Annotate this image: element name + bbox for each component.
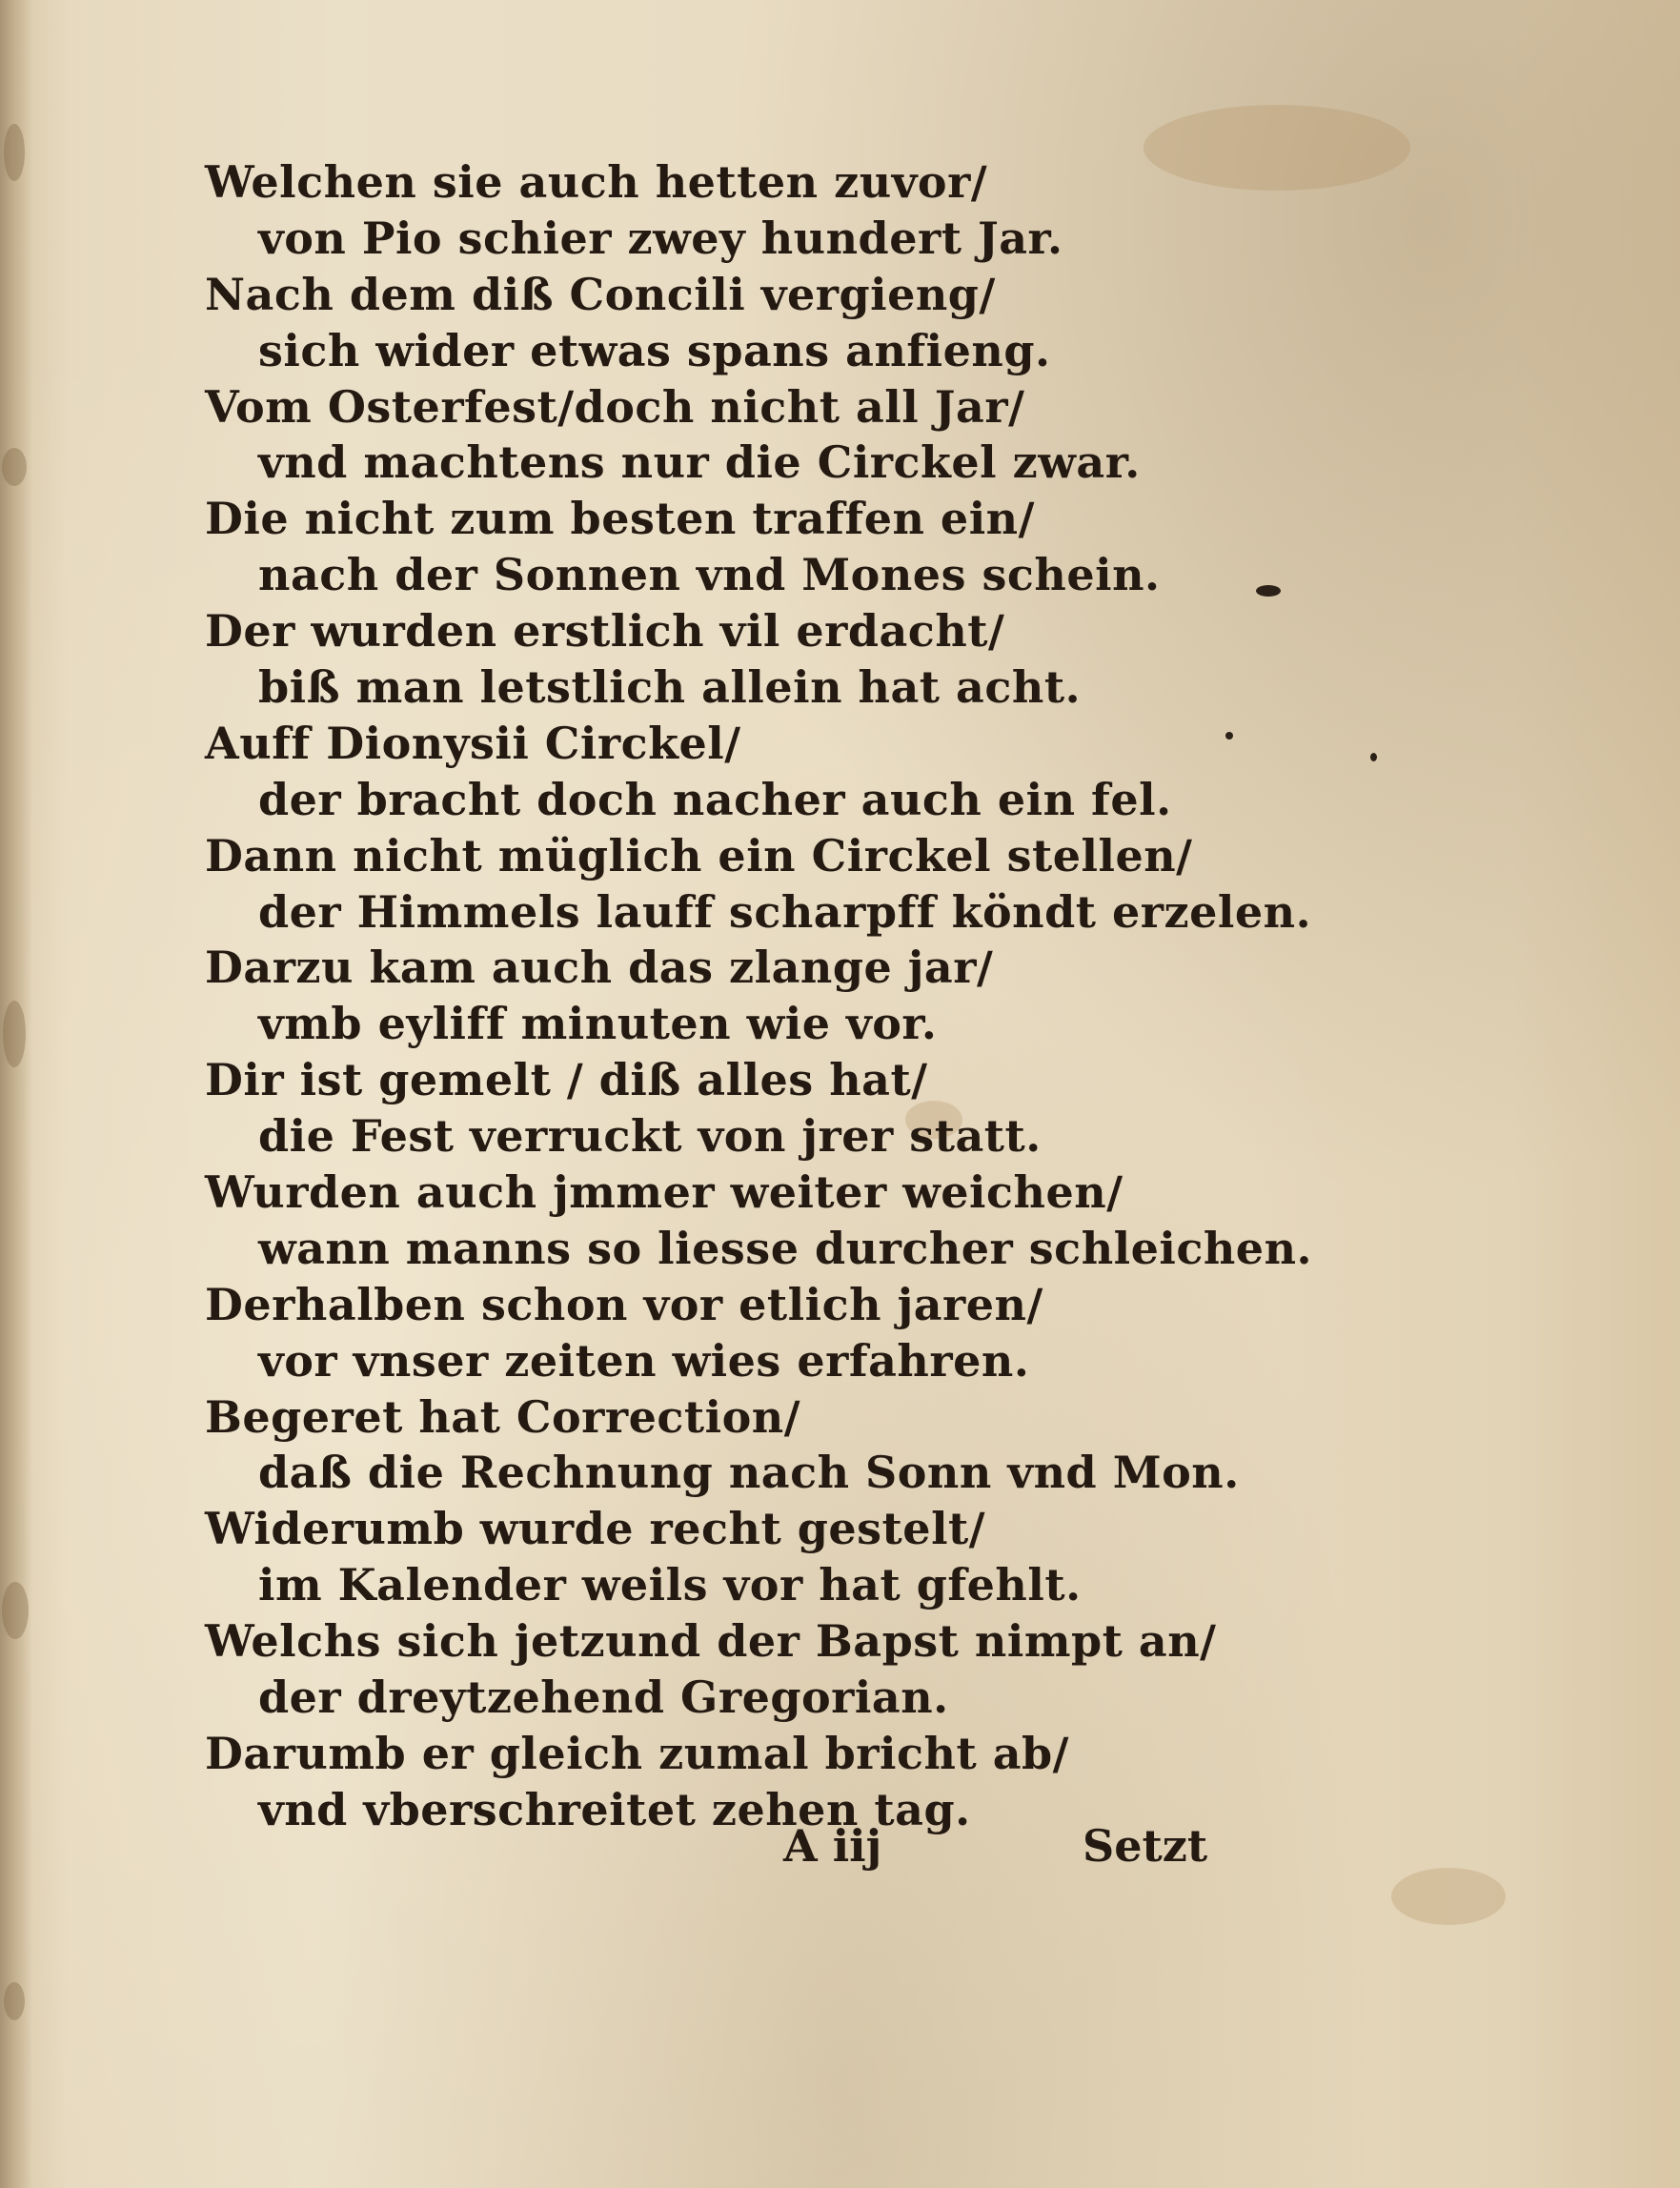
verse-line: wann manns so liesse durcher schleichen. — [258, 1222, 1313, 1274]
edge-stain — [4, 1982, 25, 2020]
verse-line: vnd vberschreitet zehen tag. — [258, 1783, 971, 1835]
edge-stain — [3, 1001, 26, 1067]
ink-blot — [1370, 753, 1377, 761]
verse-line: von Pio schier zwey hundert Jar. — [258, 212, 1063, 264]
edge-stain — [2, 448, 27, 486]
verse-line: nach der Sonnen vnd Mones schein. — [258, 549, 1161, 601]
edge-stain — [2, 1582, 29, 1639]
catchword: Setzt — [1083, 1820, 1208, 1872]
verse-line: Der wurden erstlich vil erdacht/ — [205, 605, 1005, 658]
verse-line: Vom Osterfest/doch nicht all Jar/ — [205, 380, 1025, 433]
page-footer — [0, 1820, 1680, 1887]
verse-line: der Himmels lauff scharpff köndt erzelen. — [258, 885, 1312, 938]
verse-line: vmb eyliff minuten wie vor. — [258, 998, 938, 1050]
verse-line: sich wider etwas spans anfieng. — [258, 324, 1051, 376]
verse-line: im Kalender weils vor hat gfehlt. — [258, 1559, 1082, 1611]
verse-line: Dann nicht müglich ein Circkel stellen/ — [205, 829, 1193, 881]
verse-line: Wurden auch jmmer weiter weichen/ — [205, 1166, 1123, 1219]
verse-line: Begeret hat Correction/ — [205, 1390, 801, 1443]
verse-text — [205, 154, 1312, 1838]
verse-line: Nach dem diß Concili vergieng/ — [205, 268, 996, 320]
verse-line: biß man letstlich allein hat acht. — [258, 661, 1082, 714]
verse-line: Derhalben schon vor etlich jaren/ — [205, 1278, 1043, 1330]
verse-line: vor vnser zeiten wies erfahren. — [258, 1334, 1030, 1387]
verse-line: Welchs sich jetzund der Bapst nimpt an/ — [205, 1615, 1217, 1668]
verse-line: Widerumb wurde recht gestelt/ — [205, 1503, 986, 1555]
verse-line: daß die Rechnung nach Sonn vnd Mon. — [258, 1447, 1240, 1499]
verse-line: vnd machtens nur die Circkel zwar. — [258, 436, 1141, 489]
signature-mark: A iij — [783, 1820, 882, 1872]
verse-line: Dir ist gemelt / diß alles hat/ — [205, 1054, 928, 1106]
verse-line: Die nicht zum besten traffen ein/ — [205, 493, 1035, 545]
verse-line: Auff Dionysii Circkel/ — [205, 717, 741, 769]
verse-line: die Fest verruckt von jrer statt. — [258, 1110, 1042, 1163]
edge-stain — [4, 124, 25, 181]
verse-line: Darzu kam auch das zlange jar/ — [205, 942, 994, 994]
verse-line: Darumb er gleich zumal bricht ab/ — [205, 1727, 1069, 1779]
verse-line: Welchen sie auch hetten zuvor/ — [205, 156, 988, 208]
verse-line: der bracht doch nacher auch ein fel. — [258, 773, 1172, 825]
verse-line: der dreytzehend Gregorian. — [258, 1671, 949, 1724]
